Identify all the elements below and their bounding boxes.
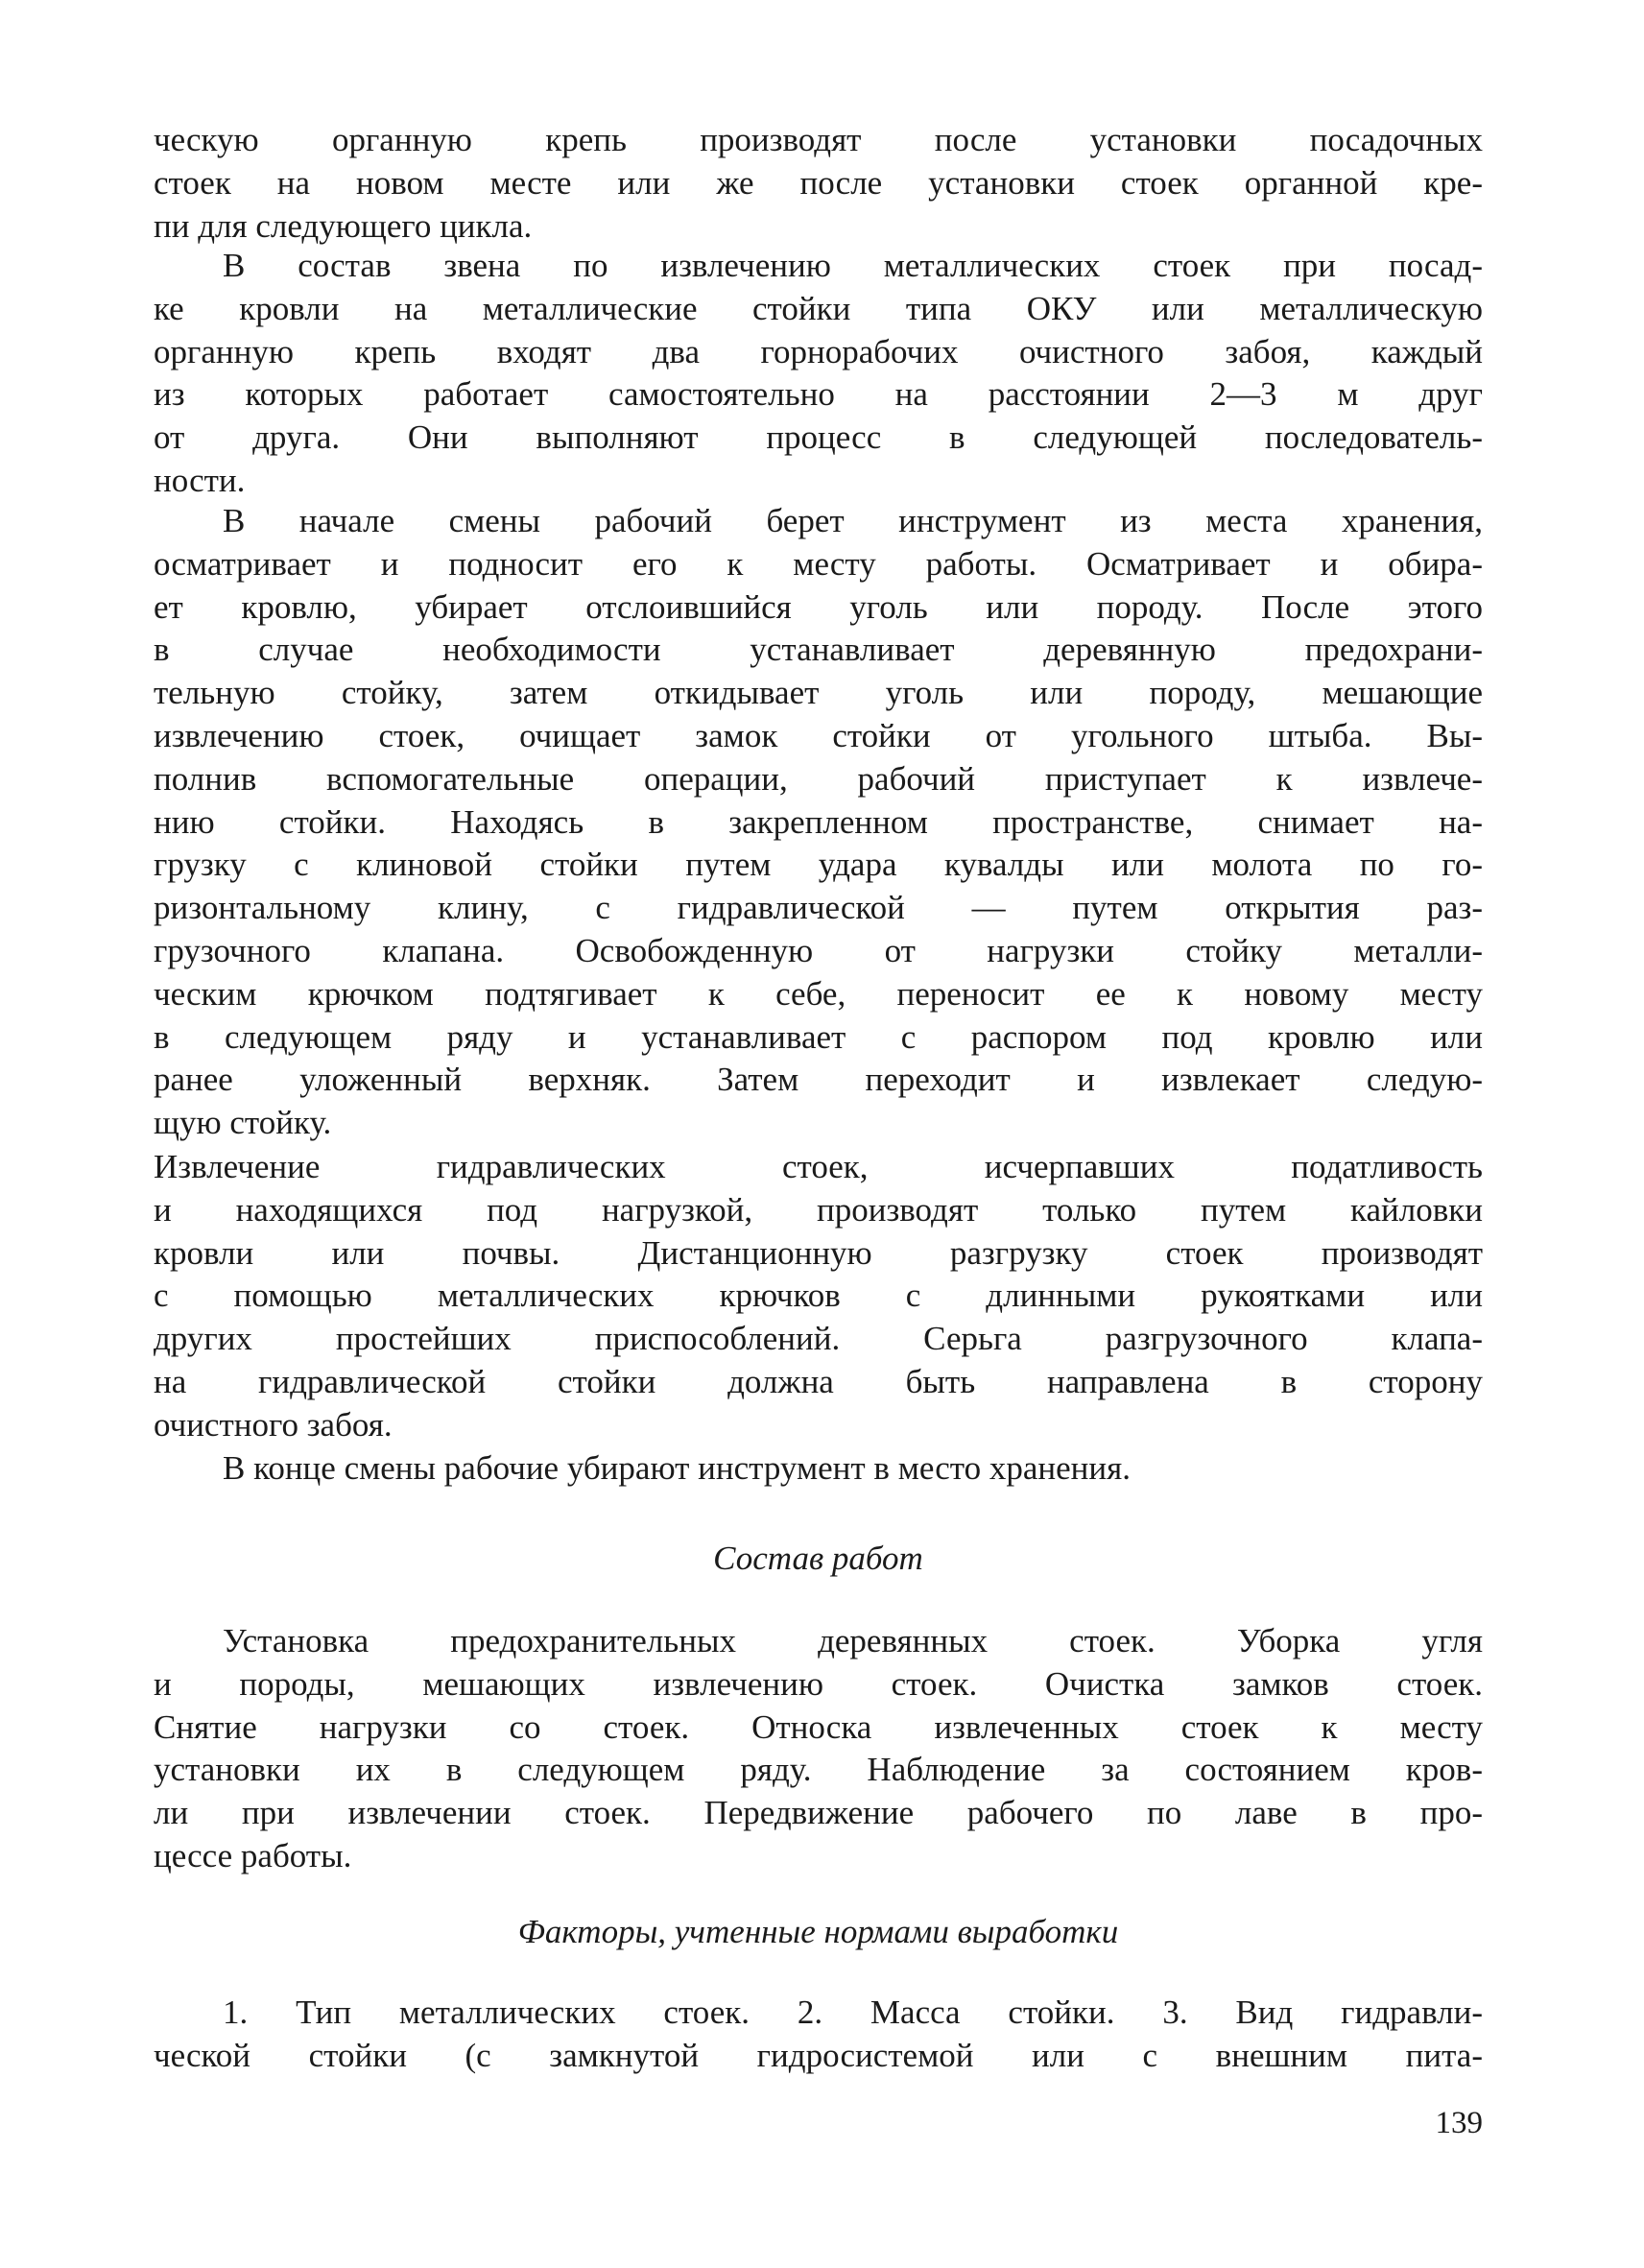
text-line: ности.: [154, 461, 246, 499]
text-line: Снятие нагрузки со стоек. Относка извлеченных стоек к месту: [154, 1707, 1483, 1746]
text-line: ческую органную крепь производят после установки посадочных: [154, 121, 1483, 158]
text-line: ризонтальному клину, с гидравлической — путем открытия раз-: [154, 889, 1483, 927]
text-line: ли при извлечении стоек. Передвижение рабочего по лаве в про-: [154, 1794, 1483, 1832]
text-line: 1. Тип металлических стоек. 2. Масса стойки. 3. Вид гидравли-: [223, 1993, 1483, 2031]
text-line: Установка предохранительных деревянных стоек. Уборка угля: [223, 1622, 1483, 1659]
text-line: Извлечение гидравлических стоек, исчерпавших податливость: [154, 1148, 1483, 1185]
text-line: других простейших приспособлений. Серьга разгрузочного клапа-: [154, 1320, 1483, 1358]
text-line: кровли или почвы. Дистанционную разгрузку стоек производят: [154, 1233, 1483, 1272]
text-line: стоек на новом месте или же после установки стоек органной кре-: [154, 163, 1483, 202]
paragraph-works: [154, 1620, 1483, 1878]
text-line: пи для следующего цикла.: [154, 206, 533, 245]
page-number: 139: [1435, 2106, 1483, 2140]
text-line: ческой стойки (с замкнутой гидросистемой или с внешним пита-: [154, 2036, 1483, 2074]
text-line: установки их в следующем ряду. Наблюдение за состоянием кров-: [154, 1751, 1483, 1789]
text-line: в случае необходимости устанавливает деревянную предохрани-: [154, 631, 1483, 669]
paragraph-5: [154, 1447, 1483, 1491]
section-heading-works: Состав работ: [713, 1540, 923, 1577]
text-line: В начале смены рабочий берет инструмент из места хранения,: [223, 502, 1483, 539]
text-line: и находящихся под нагрузкой, производят только путем кайловки: [154, 1190, 1483, 1229]
text-line: органную крепь входят два горнорабочих очистного забоя, каждый: [154, 332, 1483, 370]
text-line: и породы, мешающих извлечению стоек. Очистка замков стоек.: [154, 1664, 1483, 1703]
paragraph-1: [154, 119, 1483, 248]
text-line: на гидравлической стойки должна быть направлена в сторону: [154, 1362, 1483, 1400]
text-line: цессе работы.: [154, 1836, 352, 1874]
paragraph-4: [154, 1146, 1483, 1447]
text-line: полнив вспомогательные операции, рабочий приступает к извлече-: [154, 759, 1483, 798]
text-line: с помощью металлических крючков с длинными рукоятками или: [154, 1277, 1483, 1315]
text-line: осматривает и подносит его к месту работы. Осматривает и обира-: [154, 544, 1483, 583]
text-line: грузку с клиновой стойки путем удара кувалды или молота по го-: [154, 846, 1483, 884]
text-line: нию стойки. Находясь в закрепленном пространстве, снимает на-: [154, 802, 1483, 841]
text-line: В конце смены рабочие убирают инструмент в место хранения.: [223, 1449, 1131, 1487]
paragraph-3: [154, 500, 1483, 1145]
text-line: ке кровли на металлические стойки типа ОКУ или металлическую: [154, 289, 1483, 327]
text-line: ранее уложенный верхняк. Затем переходит и извлекает следую-: [154, 1061, 1483, 1099]
paragraph-2: [154, 245, 1483, 503]
paragraph-factors: [154, 1992, 1483, 2078]
text-line: грузочного клапана. Освобожденную от нагрузки стойку металли-: [154, 931, 1483, 969]
text-line: в следующем ряду и устанавливает с распором под кровлю или: [154, 1017, 1483, 1056]
text-line: из которых работает самостоятельно на расстоянии 2—3 м друг: [154, 375, 1483, 414]
section-heading-factors: Факторы, учтенные нормами выработки: [517, 1913, 1119, 1950]
text-line: извлечению стоек, очищает замок стойки от угольного штыба. Вы-: [154, 716, 1483, 754]
text-line: очистного забоя.: [154, 1405, 393, 1444]
text-line: ет кровлю, убирает отслоившийся уголь или породу. После этого: [154, 587, 1483, 626]
text-line: от друга. Они выполняют процесс в следующей последователь-: [154, 418, 1483, 457]
text-line: щую стойку.: [154, 1104, 332, 1142]
text-line: ческим крючком подтягивает к себе, переносит ее к новому месту: [154, 974, 1483, 1013]
text-line: В состав звена по извлечению металлических стоек при посад-: [223, 247, 1483, 284]
text-line: тельную стойку, затем откидывает уголь или породу, мешающие: [154, 674, 1483, 712]
